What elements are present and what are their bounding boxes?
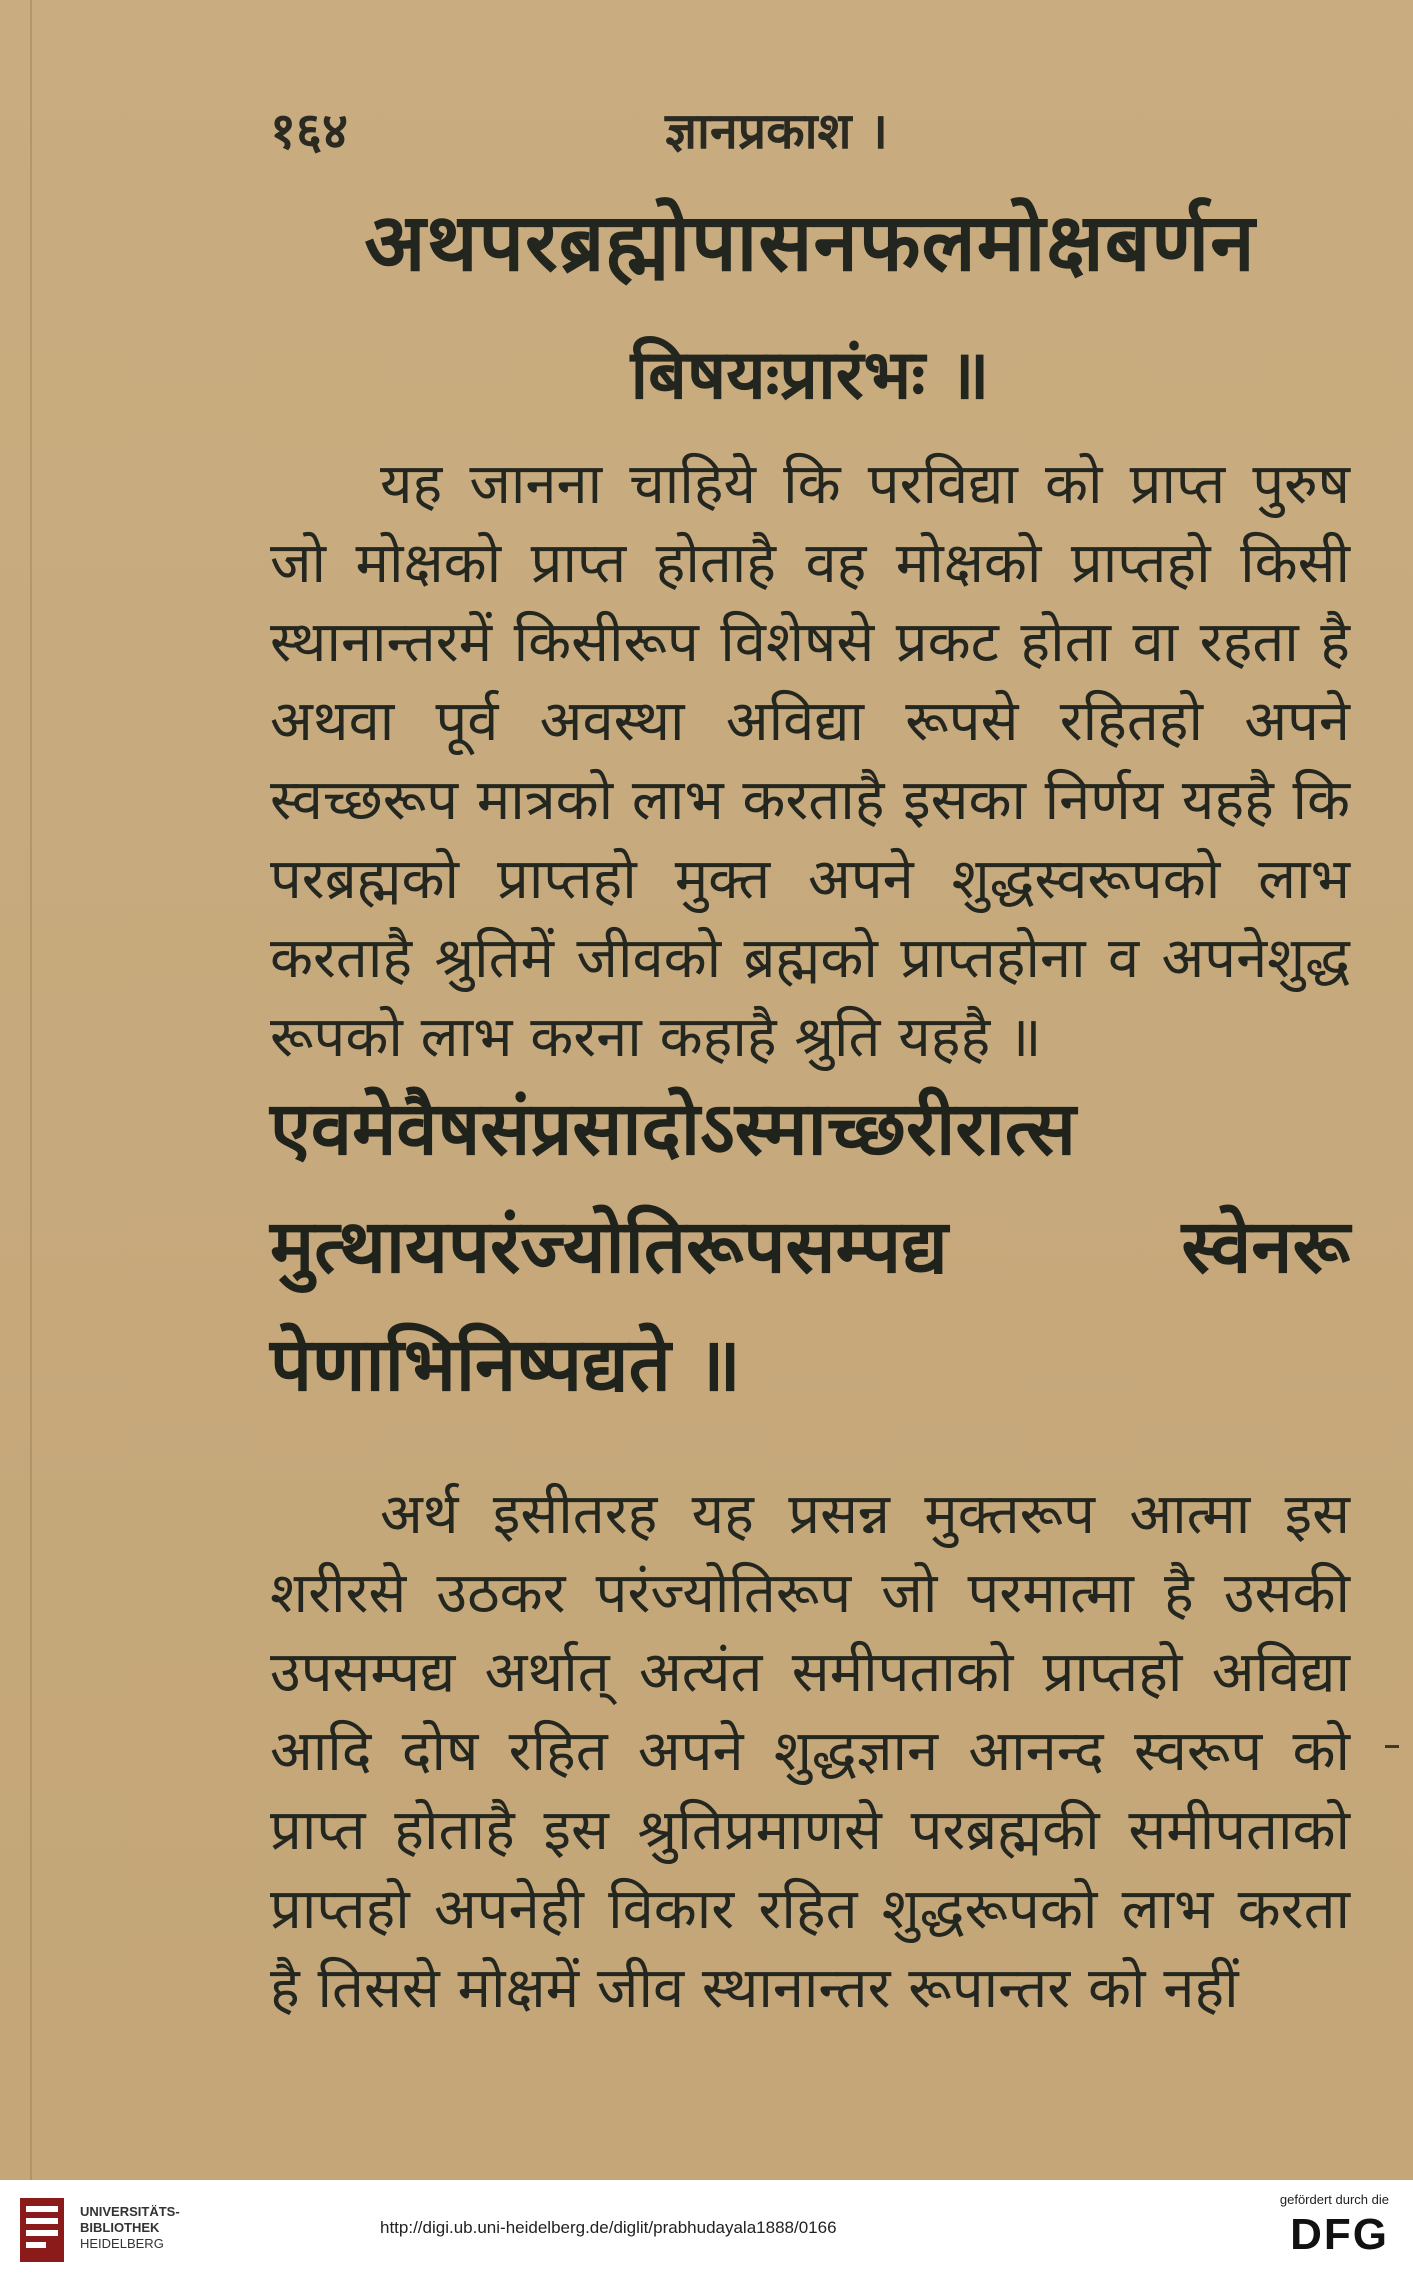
page-edge <box>30 0 32 2180</box>
body-paragraph-2: अर्थ इसीतरह यह प्रसन्न मुक्तरूप आत्मा इस शरीरसे उठकर परंज्योतिरूप जो परमात्मा है उसकी उपसम्पद्य अर्थात् अत्यंत समीपताको प्राप्तहो अविद्या आदि दोष रहित अपने शुद्धज्ञान आनन्द स्वरूप को प्राप्त होताहै इस श्रुतिप्रमाणसे परब्रह्मकी समीपताको प्राप्तहो अपनेही विकार रहित शुद्धरूपको लाभ करता है तिससे मोक्षमें जीव स्थानान्तर रूपान्तर को नहीं <box>270 1482 1350 2021</box>
body-paragraph-1: यह जानना चाहिये कि परविद्या को प्राप्त पुरुष जो मोक्षको प्राप्त होताहै वह मोक्षको प्राप्तहो किसी स्थानान्तरमें किसीरूप विशेषसे प्रकट होता वा रहता है अथवा पूर्व अवस्था अविद्या रूपसे रहितहो अपने स्वच्छरूप मात्रको लाभ करताहै इसका निर्णय यहहै कि परब्रह्मको प्राप्तहो मुक्त अपने शुद्धस्वरूपको लाभ करताहै श्रुतिमें जीवको ब्रह्मको प्राप्तहोना व अपनेशुद्ध रूपको लाभ करना कहाहै श्रुति यहहै ॥ <box>270 452 1350 1070</box>
dfg-logo: DFG <box>1290 2210 1389 2259</box>
running-title: ज्ञानप्रकाश । <box>665 102 888 160</box>
margin-mark <box>1385 1745 1399 1748</box>
library-name-line3: HEIDELBERG <box>80 2236 164 2251</box>
sponsor-block <box>1239 2192 1389 2259</box>
section-subheading: बिषयःप्रारंभः ॥ <box>630 336 990 415</box>
library-name-line1: UNIVERSITÄTS- <box>80 2204 180 2219</box>
section-heading: अथपरब्रह्मोपासनफलमोक्षबर्णन <box>364 196 1256 289</box>
library-name-line2: BIBLIOTHEK <box>80 2220 160 2235</box>
permalink[interactable]: http://digi.ub.uni-heidelberg.de/diglit/prabhudayala1888/0166 <box>380 2218 837 2237</box>
sanskrit-verse: एवमेवैषसंप्रसादोऽस्माच्छरीरात्स मुत्थायपरंज्योतिरूपसम्पद्य स्वेनरू पेणाभिनिष्पद्यते ॥ <box>270 1086 1350 1408</box>
page-header <box>270 95 1323 165</box>
page-number: १६४ <box>270 102 348 160</box>
digitization-footer <box>0 2180 1413 2283</box>
heidelberg-library-logo-icon <box>20 2198 64 2262</box>
sponsor-text: gefördert durch die <box>1279 2192 1389 2207</box>
library-name <box>80 2204 180 2252</box>
